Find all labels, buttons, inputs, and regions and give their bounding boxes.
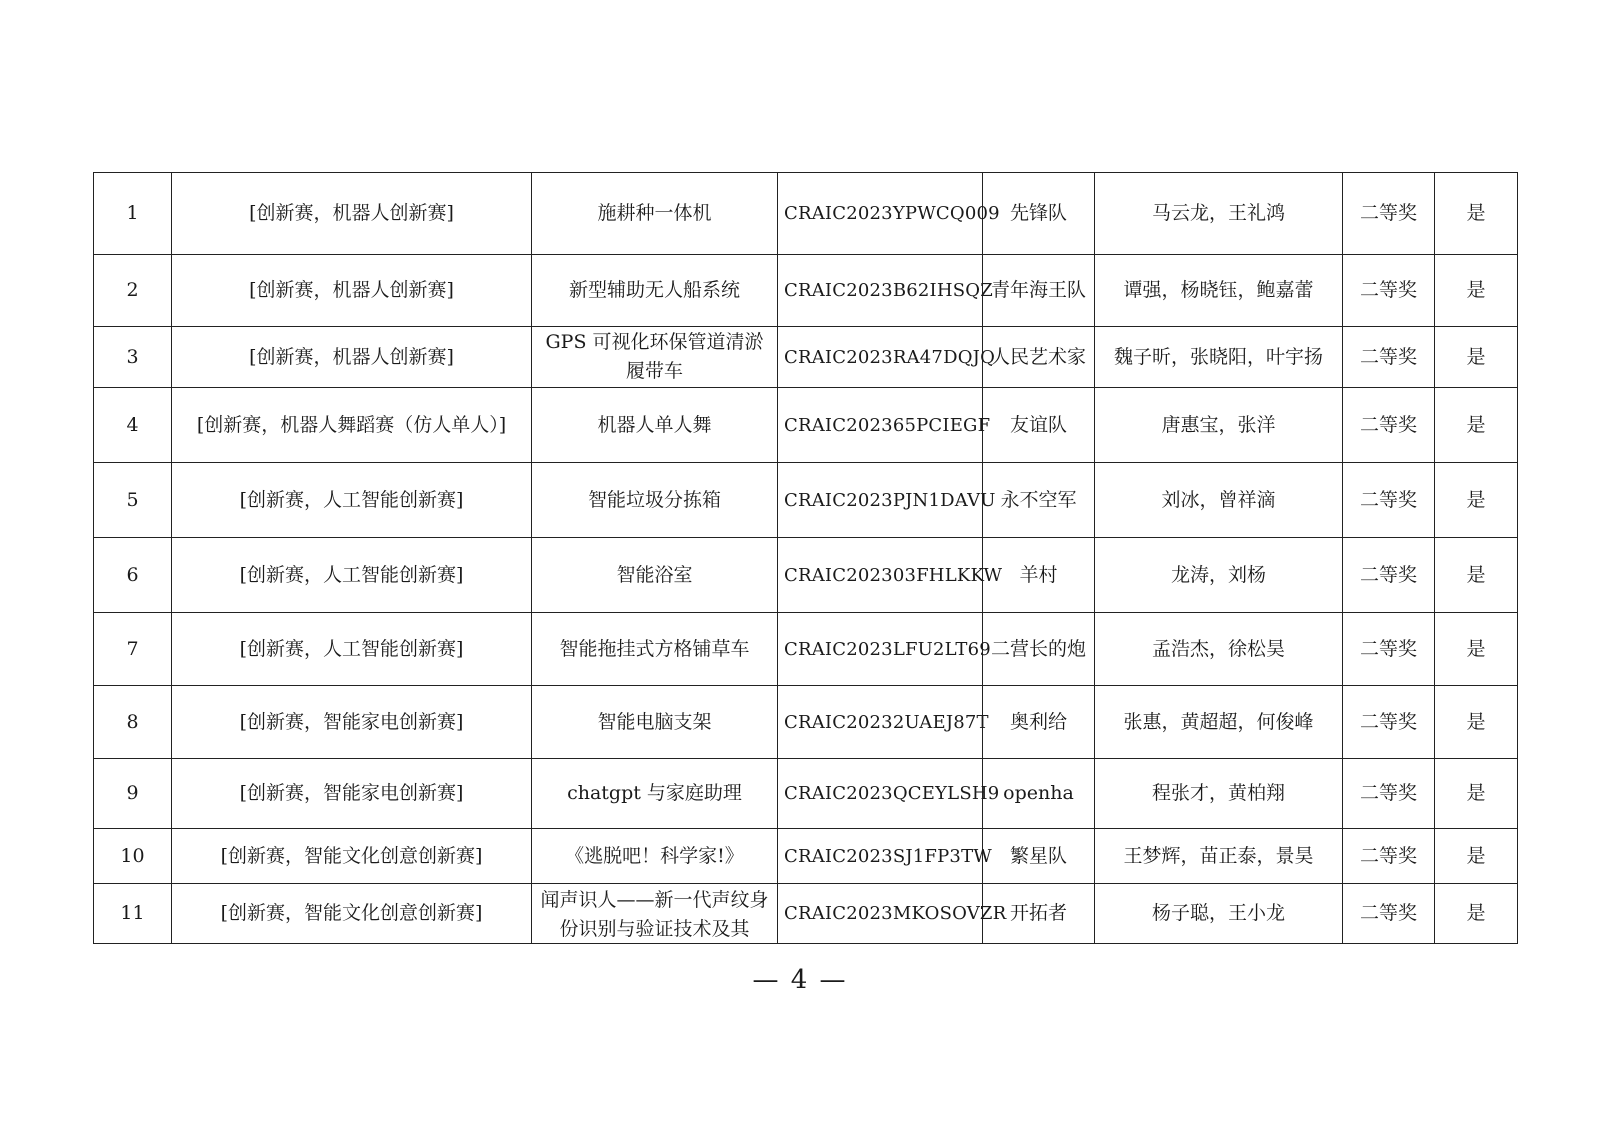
table-row [94, 327, 1518, 388]
table-row [94, 463, 1518, 538]
project-name: 智能浴室 [532, 538, 778, 613]
team-members: 刘冰，曾祥滴 [1095, 463, 1343, 538]
team-name: 奥利给 [983, 686, 1095, 759]
table-row [94, 759, 1518, 829]
team-name: 二营长的炮 [983, 613, 1095, 686]
entry-code: CRAIC20232UAEJ87T [778, 686, 983, 759]
qualification-flag: 是 [1435, 613, 1518, 686]
competition-category: [创新赛，机器人创新赛] [172, 173, 532, 255]
team-name: 羊村 [983, 538, 1095, 613]
project-name: 智能垃圾分拣箱 [532, 463, 778, 538]
row-number: 3 [94, 327, 172, 388]
table-row [94, 538, 1518, 613]
team-members: 张惠，黄超超，何俊峰 [1095, 686, 1343, 759]
table-row [94, 686, 1518, 759]
competition-category: [创新赛，机器人创新赛] [172, 327, 532, 388]
qualification-flag: 是 [1435, 884, 1518, 944]
team-name: 永不空军 [983, 463, 1095, 538]
competition-category: [创新赛，人工智能创新赛] [172, 613, 532, 686]
qualification-flag: 是 [1435, 759, 1518, 829]
project-name: 施耕种一体机 [532, 173, 778, 255]
qualification-flag: 是 [1435, 686, 1518, 759]
row-number: 4 [94, 388, 172, 463]
awards-table [93, 172, 1518, 944]
competition-category: [创新赛，智能文化创意创新赛] [172, 884, 532, 944]
team-members: 魏子昕，张晓阳，叶宇扬 [1095, 327, 1343, 388]
entry-code: CRAIC202303FHLKKW [778, 538, 983, 613]
row-number: 10 [94, 829, 172, 884]
row-number: 5 [94, 463, 172, 538]
entry-code: CRAIC2023LFU2LT69 [778, 613, 983, 686]
project-name: 智能电脑支架 [532, 686, 778, 759]
table-row [94, 613, 1518, 686]
award-level: 二等奖 [1343, 538, 1435, 613]
table-row [94, 173, 1518, 255]
entry-code: CRAIC2023QCEYLSH9 [778, 759, 983, 829]
competition-category: [创新赛，人工智能创新赛] [172, 463, 532, 538]
qualification-flag: 是 [1435, 538, 1518, 613]
awards-table-body [94, 173, 1518, 944]
award-level: 二等奖 [1343, 327, 1435, 388]
team-name: 人民艺术家 [983, 327, 1095, 388]
qualification-flag: 是 [1435, 327, 1518, 388]
entry-code: CRAIC2023PJN1DAVU [778, 463, 983, 538]
project-name: 新型辅助无人船系统 [532, 255, 778, 327]
entry-code: CRAIC2023SJ1FP3TW [778, 829, 983, 884]
entry-code: CRAIC2023B62IHSQZ [778, 255, 983, 327]
project-name: 机器人单人舞 [532, 388, 778, 463]
team-members: 谭强，杨晓钰，鲍嘉蕾 [1095, 255, 1343, 327]
row-number: 11 [94, 884, 172, 944]
team-name: 青年海王队 [983, 255, 1095, 327]
team-members: 王梦辉，苗正泰，景昊 [1095, 829, 1343, 884]
table-row [94, 829, 1518, 884]
row-number: 9 [94, 759, 172, 829]
row-number: 6 [94, 538, 172, 613]
award-level: 二等奖 [1343, 388, 1435, 463]
team-name: openha [983, 759, 1095, 829]
qualification-flag: 是 [1435, 463, 1518, 538]
project-name: 《逃脱吧！科学家!》 [532, 829, 778, 884]
award-level: 二等奖 [1343, 613, 1435, 686]
project-name: 闻声识人——新一代声纹身份识别与验证技术及其 [540, 889, 769, 940]
entry-code: CRAIC202365PCIEGF [778, 388, 983, 463]
table-row [94, 255, 1518, 327]
project-name-cell [532, 884, 778, 944]
table-row [94, 388, 1518, 463]
award-level: 二等奖 [1343, 884, 1435, 944]
competition-category: [创新赛，智能家电创新赛] [172, 686, 532, 759]
competition-category: [创新赛，机器人舞蹈赛（仿人单人）] [172, 388, 532, 463]
row-number: 1 [94, 173, 172, 255]
team-members: 龙涛，刘杨 [1095, 538, 1343, 613]
page-number: — 4 — [752, 965, 848, 995]
row-number: 2 [94, 255, 172, 327]
award-level: 二等奖 [1343, 686, 1435, 759]
team-name: 先锋队 [983, 173, 1095, 255]
competition-category: [创新赛，智能文化创意创新赛] [172, 829, 532, 884]
award-level: 二等奖 [1343, 173, 1435, 255]
qualification-flag: 是 [1435, 173, 1518, 255]
team-name: 友谊队 [983, 388, 1095, 463]
project-name: 智能拖挂式方格铺草车 [532, 613, 778, 686]
row-number: 7 [94, 613, 172, 686]
table-row [94, 884, 1518, 944]
award-level: 二等奖 [1343, 463, 1435, 538]
entry-code: CRAIC2023MKOSOVZR [778, 884, 983, 944]
row-number: 8 [94, 686, 172, 759]
entry-code: CRAIC2023YPWCQ009 [778, 173, 983, 255]
team-members: 杨子聪，王小龙 [1095, 884, 1343, 944]
project-name: chatgpt 与家庭助理 [532, 759, 778, 829]
team-name: 繁星队 [983, 829, 1095, 884]
team-members: 马云龙，王礼鸿 [1095, 173, 1343, 255]
project-name: GPS 可视化环保管道清淤履带车 [532, 327, 778, 388]
qualification-flag: 是 [1435, 255, 1518, 327]
team-members: 程张才，黄柏翔 [1095, 759, 1343, 829]
award-level: 二等奖 [1343, 255, 1435, 327]
team-members: 孟浩杰，徐松昊 [1095, 613, 1343, 686]
team-name: 开拓者 [983, 884, 1095, 944]
competition-category: [创新赛，人工智能创新赛] [172, 538, 532, 613]
award-level: 二等奖 [1343, 759, 1435, 829]
competition-category: [创新赛，机器人创新赛] [172, 255, 532, 327]
competition-category: [创新赛，智能家电创新赛] [172, 759, 532, 829]
team-members: 唐惠宝，张洋 [1095, 388, 1343, 463]
award-level: 二等奖 [1343, 829, 1435, 884]
qualification-flag: 是 [1435, 388, 1518, 463]
entry-code: CRAIC2023RA47DQJQ [778, 327, 983, 388]
qualification-flag: 是 [1435, 829, 1518, 884]
